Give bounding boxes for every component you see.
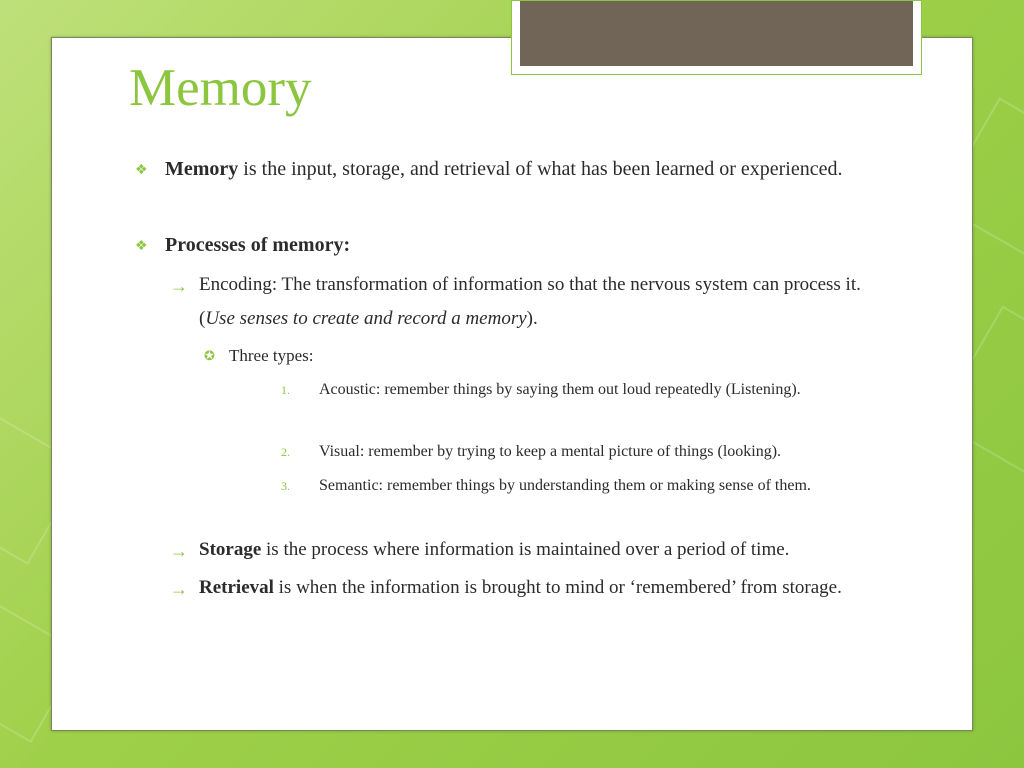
encoding-text: Encoding: The transformation of information so that the nervous system can process it. ( [199,274,861,329]
header-accent-fill [520,1,913,66]
diamond-bullet-icon: ❖ [135,163,148,178]
list-number-2: 2. [281,445,290,459]
arrow-bullet-icon: → [170,541,188,561]
storage-text: is the process where information is maintained over a period of time. [261,539,790,560]
bullet-memory-definition [165,152,845,187]
term-storage: Storage [199,539,262,560]
diamond-bullet-icon: ❖ [135,239,148,254]
bullet-storage [199,533,869,567]
list-item-acoustic: Acoustic: remember things by saying them out loud repeatedly (Listening). [319,381,801,398]
slide-title: Memory [129,59,312,117]
encoding-text-end: ). [526,308,538,329]
bullet-three-types: Three types: [229,346,314,365]
arrow-bullet-icon: → [170,276,188,296]
retrieval-text: is when the information is brought to mind or ‘remembered’ from storage. [273,577,842,598]
circle-bullet-icon: ✪ [204,348,215,363]
memory-definition-text: is the input, storage, and retrieval of what has been learned or experienced. [238,158,843,180]
bullet-retrieval [199,571,869,605]
encoding-italic: Use senses to create and record a memory [205,308,527,329]
list-item-visual: Visual: remember by trying to keep a mental picture of things (looking). [319,443,782,460]
term-retrieval: Retrieval [199,577,274,598]
list-item-semantic: Semantic: remember things by understanding them or making sense of them. [319,477,811,494]
list-number-1: 1. [281,383,290,397]
bullet-encoding [199,268,869,336]
list-number-3: 3. [281,479,290,493]
term-memory: Memory [165,158,239,180]
arrow-bullet-icon: → [170,579,188,599]
processes-heading: Processes of memory: [165,234,351,256]
header-accent-box [511,0,922,75]
bullet-processes-heading [165,228,845,263]
